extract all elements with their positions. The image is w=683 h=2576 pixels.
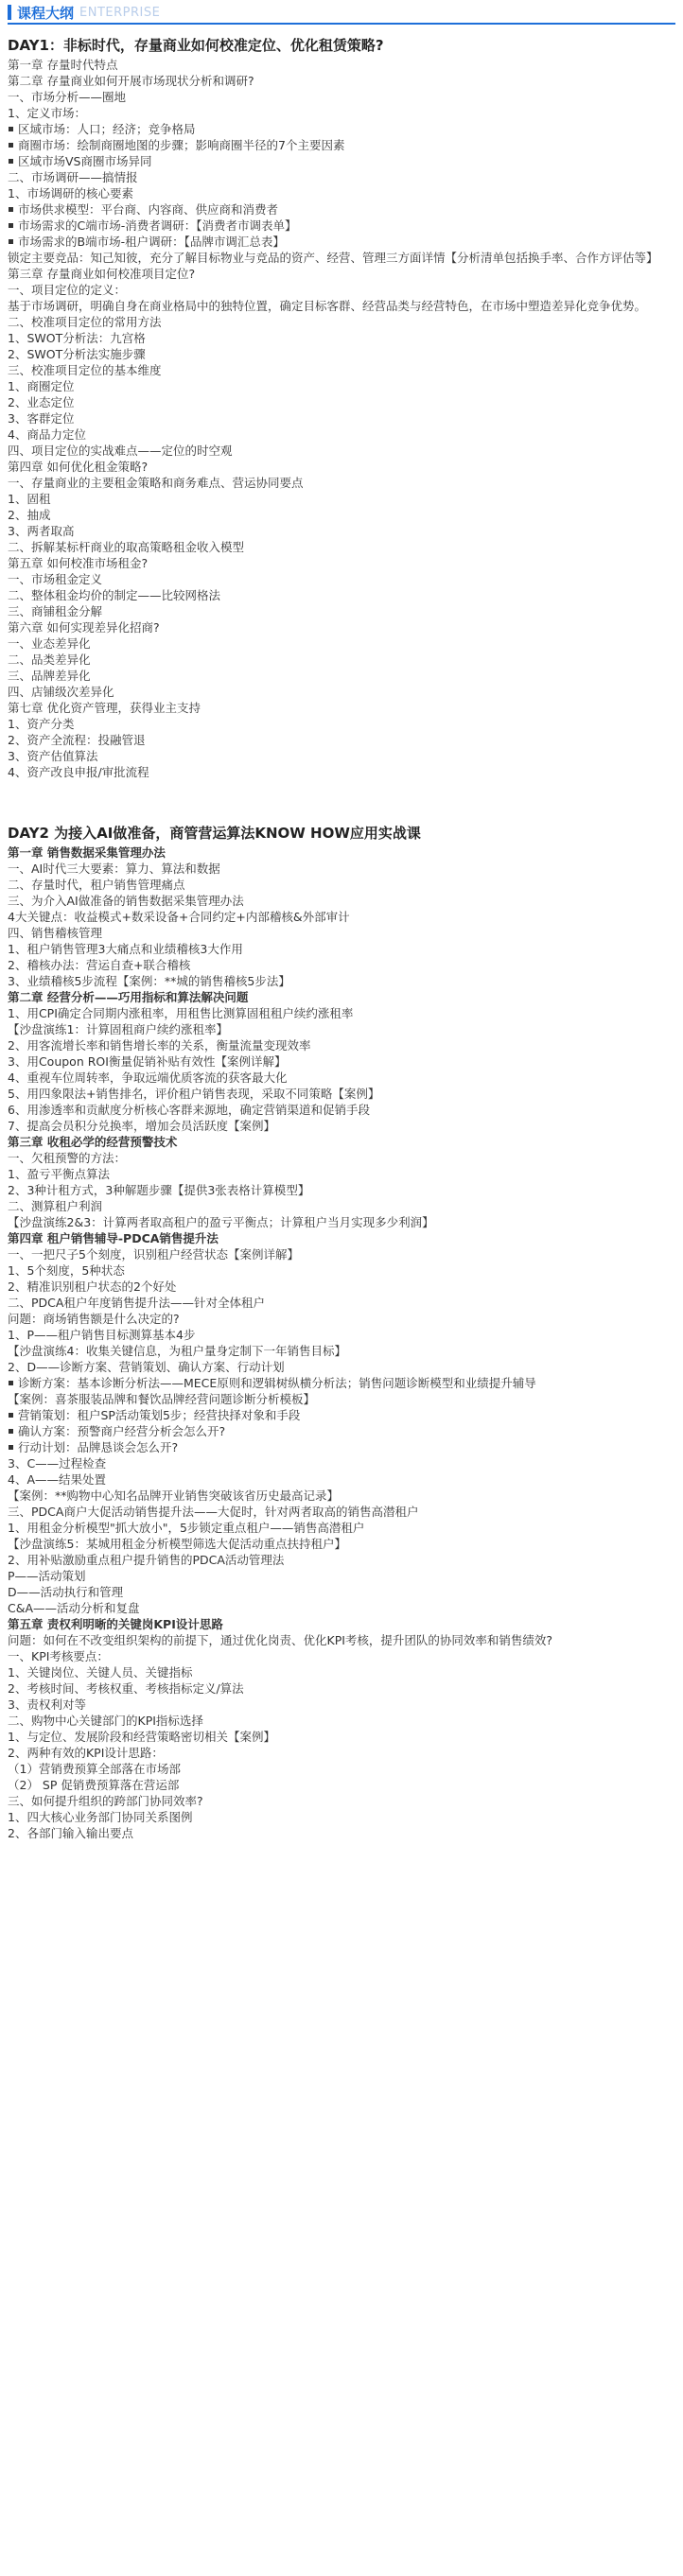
outline-line: 问题：如何在不改变组织架构的前提下，通过优化岗责、优化KPI考核，提升团队的协同效率和销售绩效? — [8, 1633, 553, 1647]
outline-line: 第三章 存量商业如何校准项目定位? — [8, 267, 196, 281]
outline-line: 第六章 如何实现差异化招商? — [8, 620, 160, 635]
outline-line: 6、用渗透率和贡献度分析核心客群来源地，确定营销渠道和促销手段 — [8, 1103, 370, 1117]
header-accent-bar — [8, 5, 11, 20]
outline-line: 第一章 存量时代特点 — [8, 58, 118, 72]
outline-line: 一、存量商业的主要租金策略和商务难点、营运协同要点 — [8, 476, 304, 490]
outline-line: 5、用四象限法+销售排名，评价租户销售表现，采取不同策略【案例】 — [8, 1087, 380, 1101]
outline-line: 二、整体租金均价的制定——比较网格法 — [8, 588, 221, 602]
outline-line: 3、资产估值算法 — [8, 749, 98, 763]
outline-line: 二、品类差异化 — [8, 653, 91, 667]
chapter-heading: 第五章 责权利明晰的关键岗KPI设计思路 — [8, 1617, 223, 1631]
outline-line: 2、两种有效的KPI设计思路： — [8, 1746, 164, 1760]
outline-line: 1、SWOT分析法：九宫格 — [8, 331, 146, 345]
outline-line: 【沙盘演练1：计算固租商户续约涨租率】 — [8, 1022, 228, 1036]
outline-line: （1）营销费预算全部落在市场部 — [8, 1762, 181, 1776]
outline-line: 一、市场分析——圈地 — [8, 90, 127, 104]
outline-line: 1、定义市场： — [8, 106, 86, 120]
outline-line: 1、市场调研的核心要素 — [8, 186, 133, 200]
outline-line: P——活动策划 — [8, 1569, 86, 1583]
outline-line: 1、关键岗位、关键人员、关键指标 — [8, 1665, 193, 1680]
outline-line: 4大关键点：收益模式+数采设备+合同约定+内部稽核&外部审计 — [8, 910, 350, 924]
outline-line: 1、用CPI确定合同期内涨租率，用租售比测算固租租户续约涨租率 — [8, 1006, 354, 1020]
bullet-item: 市场需求的B端市场-租户调研：【品牌市调汇总表】 — [8, 234, 675, 250]
outline-line: 2、抽成 — [8, 508, 51, 522]
outline-line: 二、拆解某标杆商业的取高策略租金收入模型 — [8, 540, 245, 554]
outline-line: 1、与定位、发展阶段和经营策略密切相关【案例】 — [8, 1730, 275, 1744]
outline-line: 二、存量时代，租户销售管理痛点 — [8, 878, 185, 892]
outline-line: 3、两者取高 — [8, 524, 75, 538]
chapter-heading: 第四章 租户销售辅导-PDCA销售提升法 — [8, 1231, 219, 1245]
outline-line: 二、PDCA租户年度销售提升法——针对全体租户 — [8, 1296, 265, 1310]
outline-line: 1、P——租户销售目标测算基本4步 — [8, 1328, 196, 1342]
outline-line: 7、提高会员积分兑换率，增加会员活跃度【案例】 — [8, 1119, 275, 1133]
outline-line: 1、四大核心业务部门协同关系图例 — [8, 1810, 193, 1824]
section-header — [8, 0, 675, 25]
section-english-label: ENTERPRISE — [79, 5, 161, 20]
outline-line: 三、商铺租金分解 — [8, 604, 103, 618]
bullet-item: 市场供求模型：平台商、内容商、供应商和消费者 — [8, 201, 675, 218]
outline-line: 2、稽核办法：营运自查+联合稽核 — [8, 958, 191, 972]
outline-line: 四、销售稽核管理 — [8, 926, 103, 940]
outline-line: 1、固租 — [8, 492, 51, 506]
outline-line: 1、商圈定位 — [8, 379, 75, 393]
bullet-item: 确认方案：预警商户经营分析会怎么开? — [8, 1423, 675, 1439]
outline-line: 2、用客流增长率和销售增长率的关系，衡量流量变现效率 — [8, 1038, 311, 1053]
outline-line: 三、PDCA商户大促活动销售提升法——大促时，针对两者取高的销售高潜租户 — [8, 1505, 419, 1519]
outline-line: 1、租户销售管理3大痛点和业绩稽核3大作用 — [8, 942, 243, 956]
day2-title: DAY2 为接入AI做准备，商管营运算法KNOW HOW应用实战课 — [8, 825, 421, 842]
outline-line: 2、业态定位 — [8, 395, 75, 409]
outline-line: 一、一把尺子5个刻度，识别租户经营状态【案例详解】 — [8, 1247, 299, 1262]
outline-line: 2、各部门输入输出要点 — [8, 1826, 133, 1840]
bullet-item: 行动计划：品牌恳谈会怎么开? — [8, 1439, 675, 1455]
outline-line: 2、精准识别租户状态的2个好处 — [8, 1279, 177, 1294]
day-spacer — [8, 780, 675, 812]
outline-line: 【案例：**购物中心知名品牌开业销售突破该省历史最高记录】 — [8, 1488, 340, 1503]
outline-line: 【案例：喜茶服装品牌和餐饮品牌经营问题诊断分析模板】 — [8, 1392, 316, 1406]
outline-line: 【沙盘演练4：收集关键信息，为租户量身定制下一年销售目标】 — [8, 1344, 346, 1358]
outline-line: C&A——活动分析和复盘 — [8, 1601, 140, 1615]
outline-line: 2、3种计租方式，3种解题步骤【提供3张表格计算模型】 — [8, 1183, 310, 1197]
outline-line: 3、客群定位 — [8, 411, 75, 426]
outline-line: 1、用租金分析模型"抓大放小"，5步锁定重点租户——销售高潜租户 — [8, 1521, 365, 1535]
outline-line: 1、5个刻度，5种状态 — [8, 1263, 125, 1278]
outline-line: 2、D——诊断方案、营销策划、确认方案、行动计划 — [8, 1360, 285, 1374]
outline-line: 4、资产改良申报/审批流程 — [8, 765, 149, 779]
outline-line: 1、资产分类 — [8, 717, 75, 731]
outline-line: 4、重视车位周转率，争取远端优质客流的获客最大化 — [8, 1070, 288, 1085]
header-divider — [8, 23, 675, 25]
outline-line: 2、SWOT分析法实施步骤 — [8, 347, 146, 361]
outline-line: 四、项目定位的实战难点——定位的时空观 — [8, 444, 233, 458]
outline-line: 问题：商场销售额是什么决定的? — [8, 1312, 180, 1326]
outline-line: 一、AI时代三大要素：算力、算法和数据 — [8, 862, 220, 876]
outline-line: 二、购物中心关键部门的KPI指标选择 — [8, 1714, 203, 1728]
day2-outline — [8, 844, 675, 1841]
bullet-item: 诊断方案：基本诊断分析法——MECE原则和逻辑树纵横分析法；销售问题诊断模型和业绩提升辅导 — [8, 1375, 675, 1391]
outline-line: 二、测算租户利润 — [8, 1199, 103, 1213]
day1-title: DAY1：非标时代，存量商业如何校准定位、优化租赁策略? — [8, 37, 384, 54]
outline-line: 第七章 优化资产管理，获得业主支持 — [8, 701, 201, 715]
chapter-heading: 第一章 销售数据采集管理办法 — [8, 845, 166, 860]
outline-line: 1、盈亏平衡点算法 — [8, 1167, 110, 1181]
outline-line: 3、责权利对等 — [8, 1697, 86, 1712]
bullet-item: 市场需求的C端市场-消费者调研：【消费者市调表单】 — [8, 218, 675, 234]
outline-line: D——活动执行和管理 — [8, 1585, 124, 1599]
outline-line: 基于市场调研，明确自身在商业格局中的独特位置，确定目标客群、经营品类与经营特色，在市场中塑造差异化竞争优势。 — [8, 299, 647, 313]
outline-line: 第四章 如何优化租金策略? — [8, 460, 149, 474]
outline-line: 二、市场调研——搞情报 — [8, 170, 138, 184]
outline-line: 4、A——结果处置 — [8, 1472, 107, 1487]
outline-line: 一、KPI考核要点： — [8, 1649, 109, 1663]
outline-line: 三、为介入AI做准备的销售数据采集管理办法 — [8, 894, 244, 908]
outline-line: 4、商品力定位 — [8, 427, 86, 442]
chapter-heading: 第三章 收租必学的经营预警技术 — [8, 1135, 178, 1149]
outline-line: 四、店铺级次差异化 — [8, 685, 114, 699]
outline-line: 2、考核时间、考核权重、考核指标定义/算法 — [8, 1681, 244, 1696]
outline-line: 三、如何提升组织的跨部门协同效率? — [8, 1794, 203, 1808]
outline-line: 第二章 存量商业如何开展市场现状分析和调研? — [8, 74, 254, 88]
day1-outline — [8, 57, 675, 780]
outline-line: 锁定主要竞品：知己知彼，充分了解目标物业与竞品的资产、经营、管理三方面详情【分析清单包括换手率、合作方评估等】 — [8, 251, 658, 265]
outline-line: 一、业态差异化 — [8, 636, 91, 651]
outline-line: 3、业绩稽核5步流程【案例：**城的销售稽核5步法】 — [8, 974, 290, 988]
outline-line: 2、用补贴激励重点租户提升销售的PDCA活动管理法 — [8, 1553, 285, 1567]
outline-line: 3、C——过程检查 — [8, 1456, 107, 1471]
bullet-item: 区域市场：人口；经济；竞争格局 — [8, 121, 675, 137]
outline-line: 一、市场租金定义 — [8, 572, 103, 586]
outline-line: 3、用Coupon ROI衡量促销补贴有效性【案例详解】 — [8, 1054, 287, 1069]
outline-line: 【沙盘演练5：某城用租金分析模型筛选大促活动重点扶持租户】 — [8, 1537, 346, 1551]
bullet-item: 营销策划：租户SP活动策划5步；经营抉择对象和手段 — [8, 1407, 675, 1423]
outline-line: 一、项目定位的定义： — [8, 283, 127, 297]
outline-line: 三、品牌差异化 — [8, 669, 91, 683]
chapter-heading: 第二章 经营分析——巧用指标和算法解决问题 — [8, 990, 249, 1004]
bullet-item: 商圈市场：绘制商圈地图的步骤；影响商圈半径的7个主要因素 — [8, 137, 675, 153]
outline-line: 2、资产全流程：投融管退 — [8, 733, 146, 747]
outline-line: 二、校准项目定位的常用方法 — [8, 315, 162, 329]
outline-line: （2） SP 促销费预算落在营运部 — [8, 1778, 180, 1792]
outline-line: 第五章 如何校准市场租金? — [8, 556, 149, 570]
outline-line: 三、校准项目定位的基本维度 — [8, 363, 162, 377]
outline-line: 一、欠租预警的方法： — [8, 1151, 127, 1165]
outline-line: 【沙盘演练2&3：计算两者取高租户的盈亏平衡点；计算租户当月实现多少利润】 — [8, 1215, 434, 1229]
bullet-item: 区域市场VS商圈市场异同 — [8, 153, 675, 169]
section-title: 课程大纲 — [17, 4, 75, 22]
